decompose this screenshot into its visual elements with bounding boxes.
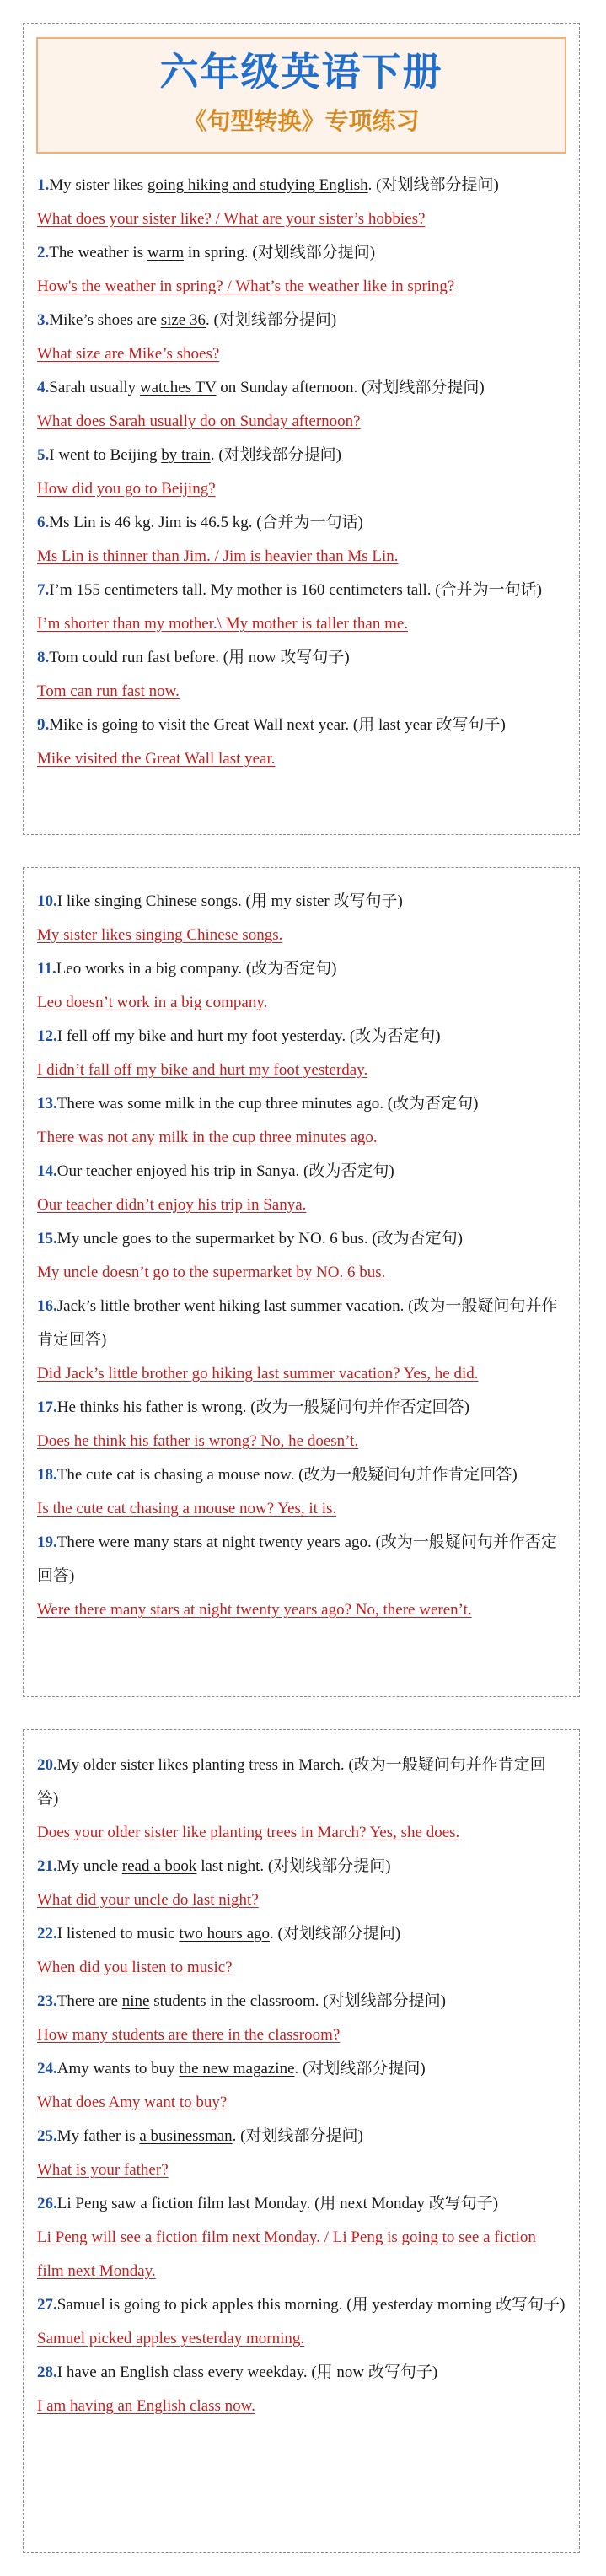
question-number: 17. <box>37 1398 57 1416</box>
answer-text: How many students are there in the classroom? <box>37 2026 341 2044</box>
answer-text: What is your father? <box>37 2161 169 2179</box>
question-item <box>37 709 566 742</box>
question-number: 15. <box>37 1230 57 1248</box>
question-number: 5. <box>37 446 50 464</box>
question-number: 16. <box>37 1297 57 1315</box>
question-text: I like singing Chinese songs. (用 my sister 改写句子) <box>56 892 403 910</box>
underlined-part: watches TV <box>139 379 217 396</box>
question-list-1 <box>24 154 579 776</box>
question-item <box>37 304 566 337</box>
question-number: 24. <box>37 2060 57 2078</box>
answer-text: My uncle doesn’t go to the supermarket by NO. 6 bus. <box>37 1264 386 1281</box>
question-text: Mike is going to visit the Great Wall next year. (用 last year 改写句子) <box>49 716 506 734</box>
question-item <box>37 2052 566 2086</box>
question-number: 13. <box>37 1095 57 1113</box>
question-item <box>37 1290 566 1357</box>
answer-text: Mike visited the Great Wall last year. <box>37 750 276 768</box>
answer-text: What did your uncle do last night? <box>37 1891 259 1909</box>
answer-text: There was not any milk in the cup three minutes ago. <box>37 1129 378 1146</box>
question-number: 9. <box>37 716 50 734</box>
question-item <box>37 169 566 202</box>
question-item <box>37 2356 566 2390</box>
question-number: 11. <box>37 960 56 978</box>
answer-text: Leo doesn’t work in a big company. <box>37 994 268 1011</box>
question-text: He thinks his father is wrong. (改为一般疑问句并作否定回答) <box>56 1398 469 1416</box>
answer-text: What size are Mike’s shoes? <box>37 345 220 363</box>
answer-text: I am having an English class now. <box>37 2397 255 2415</box>
exercise-panel-1 <box>23 23 580 835</box>
answer-text: Our teacher didn’t enjoy his trip in Sanya. <box>37 1196 307 1214</box>
question-item <box>37 885 566 919</box>
question-item <box>37 1917 566 1951</box>
question-text: I listened to music <box>56 1925 180 1943</box>
answer-text: How did you go to Beijing? <box>37 480 216 498</box>
question-text: I have an English class every weekday. (用 now 改写句子) <box>56 2363 438 2381</box>
underlined-part: read a book <box>121 1857 197 1875</box>
answer-text: Is the cute cat chasing a mouse now? Yes, it is. <box>37 1500 337 1517</box>
question-list-2 <box>24 868 579 1627</box>
page-subtitle: 《句型转换》专项练习 <box>183 107 420 135</box>
question-instruction: on Sunday afternoon. (对划线部分提问) <box>216 379 485 396</box>
question-item <box>37 641 566 675</box>
exercise-panel-3 <box>23 1729 580 2553</box>
question-item <box>37 2187 566 2221</box>
question-text: Our teacher enjoyed his trip in Sanya. (改为否定句) <box>56 1162 394 1180</box>
question-instruction: . (对划线部分提问) <box>294 2060 426 2078</box>
answer-text: Samuel picked apples yesterday morning. <box>37 2330 305 2347</box>
question-item <box>37 439 566 472</box>
answer-text: What does Sarah usually do on Sunday afternoon? <box>37 412 361 430</box>
underlined-part: size 36 <box>160 311 206 329</box>
question-text: Amy wants to buy <box>56 2060 180 2078</box>
question-text: The cute cat is chasing a mouse now. (改为一般疑问句并作肯定回答) <box>56 1466 518 1484</box>
question-number: 19. <box>37 1533 57 1551</box>
question-number: 7. <box>37 581 50 599</box>
question-instruction: . (对划线部分提问) <box>270 1925 401 1943</box>
question-number: 1. <box>37 176 50 194</box>
question-text: Sarah usually <box>49 379 140 396</box>
question-text: I went to Beijing <box>49 446 162 464</box>
question-list-3 <box>24 1730 579 2423</box>
question-text: Jack’s little brother went hiking last summer vacation. (改为一般疑问句并作肯定回答) <box>37 1297 558 1349</box>
question-text: My sister likes <box>49 176 147 194</box>
question-number: 2. <box>37 244 50 261</box>
question-item <box>37 1985 566 2018</box>
answer-text: I’m shorter than my mother.\ My mother is taller than me. <box>37 615 409 633</box>
question-item <box>37 1391 566 1425</box>
answer-text: Does your older sister like planting trees in March? Yes, she does. <box>37 1824 460 1841</box>
page-title: 六年级英语下册 <box>159 49 443 94</box>
answer-text: Li Peng will see a fiction film next Monday. / Li Peng is going to see a fiction film next Monday. <box>37 2228 536 2280</box>
question-item <box>37 371 566 405</box>
underlined-part: by train <box>161 446 211 464</box>
question-item <box>37 1749 566 1816</box>
answer-text: Were there many stars at night twenty years ago? No, there weren’t. <box>37 1601 472 1619</box>
question-item <box>37 2288 566 2322</box>
question-number: 21. <box>37 1857 57 1875</box>
underlined-part: going hiking and studying English <box>147 176 368 194</box>
question-item <box>37 236 566 270</box>
question-instruction: . (对划线部分提问) <box>232 2127 363 2145</box>
question-instruction: . (对划线部分提问) <box>206 311 337 329</box>
question-text: Samuel is going to pick apples this morning. (用 yesterday morning 改写句子) <box>56 2296 566 2314</box>
question-number: 10. <box>37 892 57 910</box>
question-text: There were many stars at night twenty years ago. (改为一般疑问句并作否定回答) <box>37 1533 557 1585</box>
question-text: There are <box>56 1992 122 2010</box>
underlined-part: nine <box>121 1992 150 2010</box>
question-number: 26. <box>37 2195 57 2212</box>
question-item <box>37 1020 566 1054</box>
question-item <box>37 506 566 540</box>
underlined-part: warm <box>147 244 185 261</box>
question-text: My uncle goes to the supermarket by NO. 6 bus. (改为否定句) <box>56 1230 464 1248</box>
question-number: 8. <box>37 649 50 666</box>
question-item <box>37 1850 566 1883</box>
question-item <box>37 1526 566 1593</box>
question-number: 28. <box>37 2363 57 2381</box>
question-number: 25. <box>37 2127 57 2145</box>
question-text: The weather is <box>49 244 147 261</box>
question-text: Li Peng saw a fiction film last Monday. (用 next Monday 改写句子) <box>56 2195 499 2212</box>
question-number: 3. <box>37 311 50 329</box>
underlined-part: two hours ago <box>179 1925 270 1943</box>
question-number: 12. <box>37 1027 57 1045</box>
question-number: 4. <box>37 379 50 396</box>
question-item <box>37 952 566 986</box>
question-instruction: last night. (对划线部分提问) <box>196 1857 391 1875</box>
question-item <box>37 1458 566 1492</box>
question-text: Ms Lin is 46 kg. Jim is 46.5 kg. (合并为一句话) <box>49 514 363 531</box>
question-instruction: . (对划线部分提问) <box>367 176 499 194</box>
question-number: 20. <box>37 1756 57 1774</box>
question-instruction: students in the classroom. (对划线部分提问) <box>149 1992 446 2010</box>
question-number: 18. <box>37 1466 57 1484</box>
answer-text: How's the weather in spring? / What’s the weather like in spring? <box>37 278 455 295</box>
question-item <box>37 574 566 607</box>
question-text: I fell off my bike and hurt my foot yesterday. (改为否定句) <box>56 1027 441 1045</box>
question-text: Tom could run fast before. (用 now 改写句子) <box>49 649 350 666</box>
question-item <box>37 2120 566 2153</box>
answer-text: Ms Lin is thinner than Jim. / Jim is heavier than Ms Lin. <box>37 547 399 565</box>
answer-text: My sister likes singing Chinese songs. <box>37 926 283 944</box>
answer-text: When did you listen to music? <box>37 1959 233 1976</box>
question-text: My uncle <box>56 1857 122 1875</box>
answer-text: Does he think his father is wrong? No, he doesn’t. <box>37 1432 359 1450</box>
underlined-part: a businessman <box>139 2127 233 2145</box>
answer-text: What does Amy want to buy? <box>37 2094 228 2111</box>
question-text: My older sister likes planting tress in March. (改为一般疑问句并作肯定回答) <box>37 1756 546 1808</box>
question-item <box>37 1155 566 1188</box>
question-item <box>37 1222 566 1256</box>
question-number: 27. <box>37 2296 57 2314</box>
question-text: Leo works in a big company. (改为否定句) <box>56 960 337 978</box>
question-text: There was some milk in the cup three minutes ago. (改为否定句) <box>56 1095 479 1113</box>
question-item <box>37 1087 566 1121</box>
question-instruction: in spring. (对划线部分提问) <box>184 244 376 261</box>
answer-text: What does your sister like? / What are your sister’s hobbies? <box>37 210 426 228</box>
question-text: My father is <box>56 2127 140 2145</box>
question-text: I’m 155 centimeters tall. My mother is 160 centimeters tall. (合并为一句话) <box>49 581 542 599</box>
question-number: 23. <box>37 1992 57 2010</box>
question-number: 22. <box>37 1925 57 1943</box>
answer-text: Tom can run fast now. <box>37 682 180 700</box>
question-text: Mike’s shoes are <box>49 311 161 329</box>
answer-text: I didn’t fall off my bike and hurt my foot yesterday. <box>37 1061 368 1079</box>
exercise-panel-2 <box>23 867 580 1697</box>
title-banner <box>36 37 566 154</box>
question-instruction: . (对划线部分提问) <box>210 446 341 464</box>
question-number: 6. <box>37 514 50 531</box>
question-number: 14. <box>37 1162 57 1180</box>
answer-text: Did Jack’s little brother go hiking last summer vacation? Yes, he did. <box>37 1365 479 1382</box>
underlined-part: the new magazine <box>179 2060 295 2078</box>
